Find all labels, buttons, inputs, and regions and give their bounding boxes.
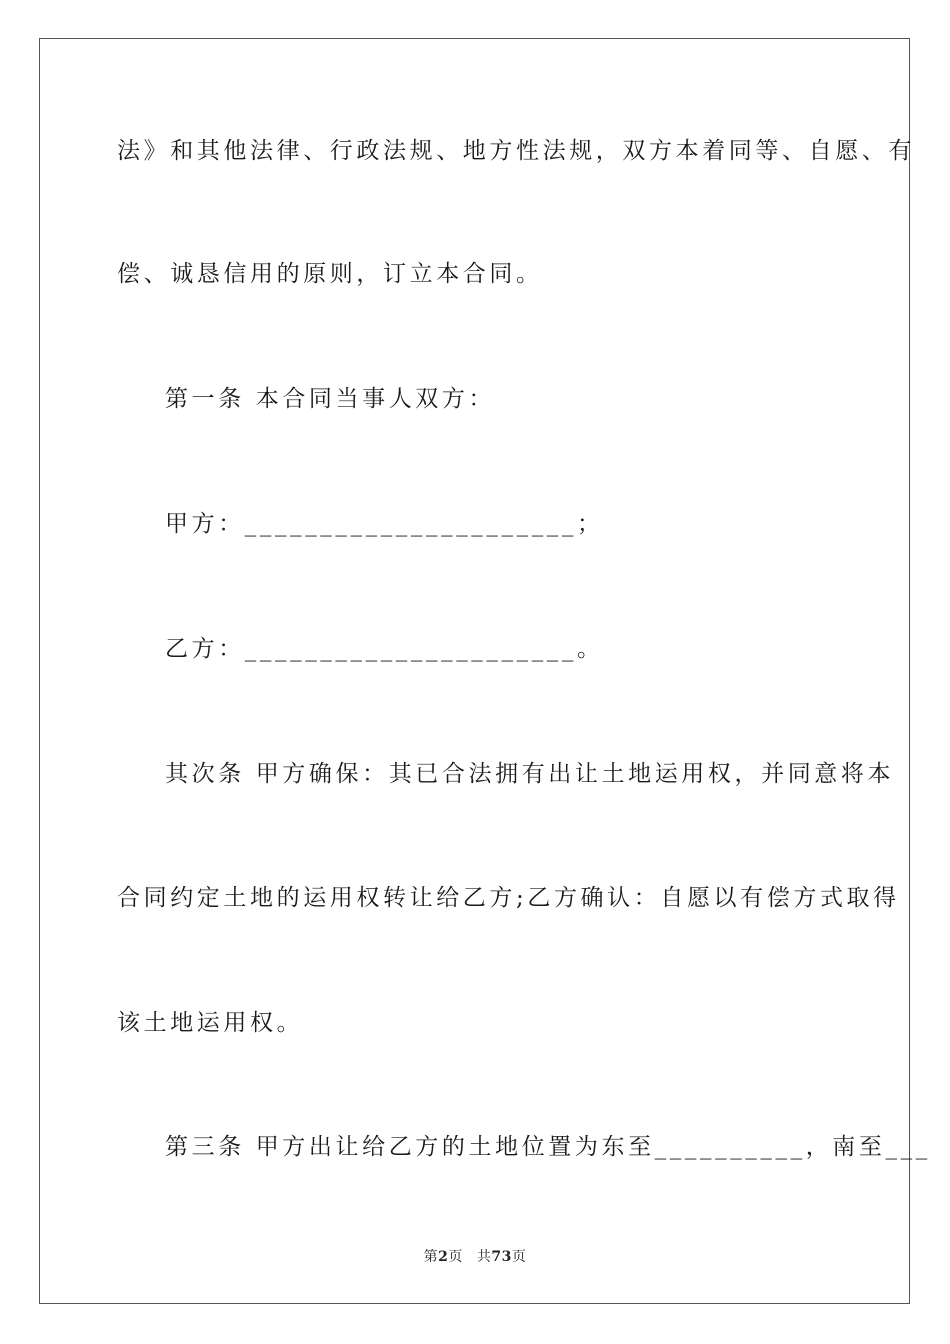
- party-a-line: 甲方：______________________；: [165, 511, 604, 537]
- article-2-line-1: 其次条 甲方确保：其已合法拥有出让土地运用权，并同意将本: [165, 761, 895, 787]
- footer-page-prefix: 第: [423, 1249, 439, 1265]
- article-1-heading: 第一条 本合同当事人双方：: [165, 386, 496, 412]
- footer-page-number: 2: [438, 1249, 449, 1265]
- party-b-line: 乙方：______________________。: [165, 636, 604, 662]
- footer-total-suffix: 页: [511, 1249, 527, 1265]
- page-frame: [39, 38, 910, 1304]
- footer-total-prefix: 共: [476, 1249, 492, 1265]
- footer-total-pages: 73: [491, 1249, 512, 1265]
- page-footer: [0, 1246, 950, 1266]
- article-2-line-3: 该土地运用权。: [117, 1010, 304, 1036]
- article-2-line-2: 合同约定土地的运用权转让给乙方;乙方确认：自愿以有偿方式取得: [117, 885, 900, 911]
- footer-page-suffix: 页: [448, 1249, 463, 1265]
- body-line-1: 法》和其他法律、行政法规、地方性法规，双方本着同等、自愿、有: [117, 138, 915, 164]
- body-line-2: 偿、诚恳信用的原则，订立本合同。: [117, 261, 543, 287]
- article-3-line-1: 第三条 甲方出让给乙方的土地位置为东至__________，南至___: [165, 1134, 931, 1160]
